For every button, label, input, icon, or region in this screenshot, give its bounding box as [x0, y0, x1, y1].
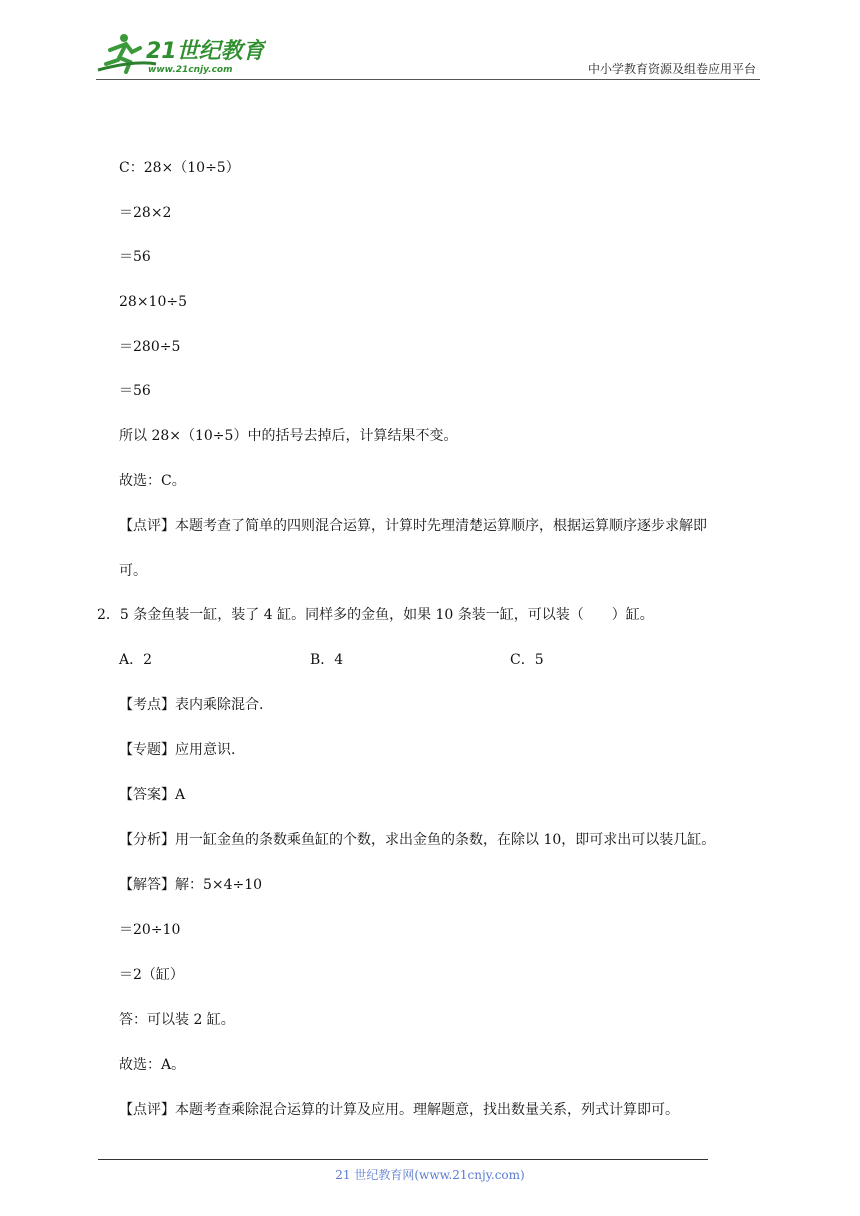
comment-line: 【点评】本题考查乘除混合运算的计算及应用。理解题意，找出数量关系，列式计算即可。 — [119, 1102, 679, 1118]
platform-name: 中小学教育资源及组卷应用平台 — [587, 62, 756, 76]
logo — [96, 30, 266, 78]
solution-line: ＝56 — [119, 249, 151, 265]
solution-line: C：28×（10÷5） — [119, 160, 240, 176]
page-header — [96, 30, 760, 80]
topic-line: 【专题】应用意识. — [119, 742, 236, 758]
knowledge-point: 【考点】表内乘除混合. — [119, 697, 264, 713]
solution-line: ＝56 — [119, 383, 151, 399]
solution-line: 28×10÷5 — [119, 294, 187, 310]
analysis-line: 【分析】用一缸金鱼的条数乘鱼缸的个数，求出金鱼的条数，在除以 10，即可求出可以装几缸。 — [119, 832, 716, 848]
logo-text: 21世纪教育 — [146, 39, 265, 64]
answer-choice-line: 故选：A。 — [119, 1057, 186, 1073]
answer-line: 【答案】A — [119, 787, 186, 803]
question-stem: 2．5 条金鱼装一缸，装了 4 缸。同样多的金鱼，如果 10 条装一缸，可以装（ ）缸。 — [97, 607, 654, 623]
solution-line: ＝20÷10 — [119, 922, 181, 938]
comment-line: 【点评】本题考查了简单的四则混合运算，计算时先理清楚运算顺序，根据运算顺序逐步求解即 — [119, 518, 707, 534]
solution-line: 所以 28×（10÷5）中的括号去掉后，计算结果不变。 — [119, 428, 458, 444]
footer-text: 21 世纪教育网(www.21cnjy.com) — [335, 1168, 525, 1182]
reply-line: 答：可以装 2 缸。 — [119, 1012, 235, 1028]
solution-line: ＝2（缸） — [119, 967, 184, 983]
comment-line: 可。 — [119, 563, 147, 579]
solution-line: ＝280÷5 — [119, 339, 181, 355]
option-b: B．4 — [310, 652, 344, 668]
solution-line: 【解答】解：5×4÷10 — [119, 877, 263, 893]
footer-divider — [98, 1159, 708, 1160]
header-divider — [96, 79, 760, 80]
answer-choice-line: 故选：C。 — [119, 473, 186, 489]
logo-url: www.21cnjy.com — [148, 65, 233, 75]
option-a: A．2 — [119, 652, 153, 668]
option-c: C．5 — [510, 652, 544, 668]
solution-line: ＝28×2 — [119, 205, 172, 221]
